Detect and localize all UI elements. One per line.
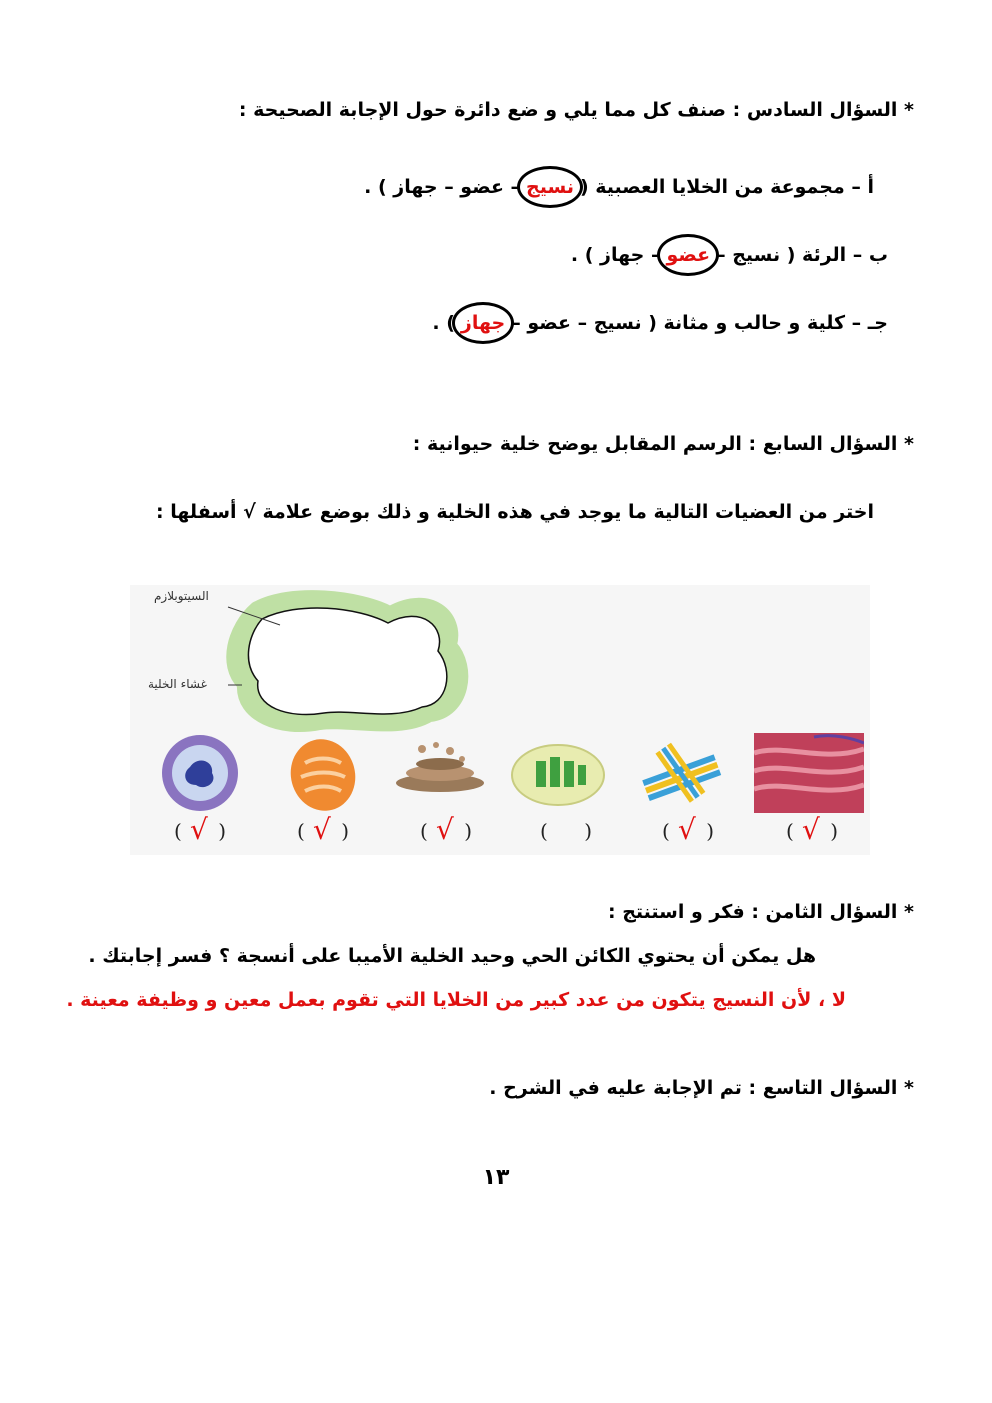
q6-item-a: [364, 166, 874, 208]
check-mark: √: [190, 813, 208, 846]
q7-title: * السؤال السابع : الرسم المقابل يوضح خلية حيوانية :: [412, 433, 914, 455]
chloroplast-answer-box: ( ): [540, 819, 592, 843]
q7-instruction: اختر من العضيات التالية ما يوجد في هذه الخلية و ذلك بوضع علامة √ أسفلها :: [156, 501, 874, 523]
q8-title: * السؤال الثامن : فكر و استنتج :: [607, 901, 914, 923]
q6-b-post: – جهاز ) .: [570, 244, 661, 266]
cytoplasm-label: السيتوبلازم: [154, 589, 209, 603]
organelle-figure: [130, 585, 870, 855]
animal-cell-diagram: [130, 585, 870, 735]
check-mark: √: [436, 813, 454, 846]
q6-title: * السؤال السادس : صنف كل مما يلي و ضع دائرة حول الإجابة الصحيحة :: [238, 99, 914, 121]
golgi-answer-box: ( √ ): [420, 813, 472, 846]
q6-b-circled-answer: عضو: [657, 234, 719, 276]
q6-c-pre: جـ – كلية و حالب و مثانة ( نسيج – عضو –: [511, 312, 888, 334]
q8-answer: لا ، لأن النسيج يتكون من عدد كبير من الخلايا التي تقوم بعمل معين و وظيفة معينة .: [66, 989, 846, 1011]
nucleus-icon: [152, 733, 248, 813]
check-mark: √: [678, 813, 696, 846]
nucleus-answer-box: ( √ ): [174, 813, 226, 846]
q6-item-c: [432, 302, 888, 344]
mitochondria-answer-box: ( √ ): [297, 813, 349, 846]
chloroplast-icon: [510, 733, 606, 813]
q6-c-circled-answer: جهاز: [452, 302, 514, 344]
cell-membrane-label: غشاء الخلية: [148, 677, 207, 691]
endoplasmic-reticulum-icon: [754, 733, 864, 813]
q6-a-post: – عضو – جهاز ) .: [364, 176, 521, 198]
q6-a-pre: أ – مجموعة من الخلايا العصبية (: [579, 176, 874, 198]
check-mark: √: [313, 813, 331, 846]
q6-b-pre: ب – الرئة ( نسيج –: [716, 244, 888, 266]
mitochondria-icon: [275, 733, 371, 813]
q6-item-b: [571, 234, 888, 276]
endoplasmic-reticulum-answer-box: ( √ ): [786, 813, 838, 846]
q6-a-circled-answer: نسيج: [517, 166, 583, 208]
centrioles-answer-box: ( √ ): [662, 813, 714, 846]
check-mark: √: [802, 813, 820, 846]
q9-title: * السؤال التاسع : تم الإجابة عليه في الشرح .: [489, 1077, 914, 1099]
centrioles-icon: [632, 733, 728, 813]
q6-c-post: ) .: [432, 312, 455, 334]
golgi-apparatus-icon: [392, 733, 488, 813]
q8-question: هل يمكن أن يحتوي الكائن الحي وحيد الخلية الأميبا على أنسجة ؟ فسر إجابتك .: [88, 945, 816, 967]
page-number: ١٣: [482, 1165, 510, 1190]
